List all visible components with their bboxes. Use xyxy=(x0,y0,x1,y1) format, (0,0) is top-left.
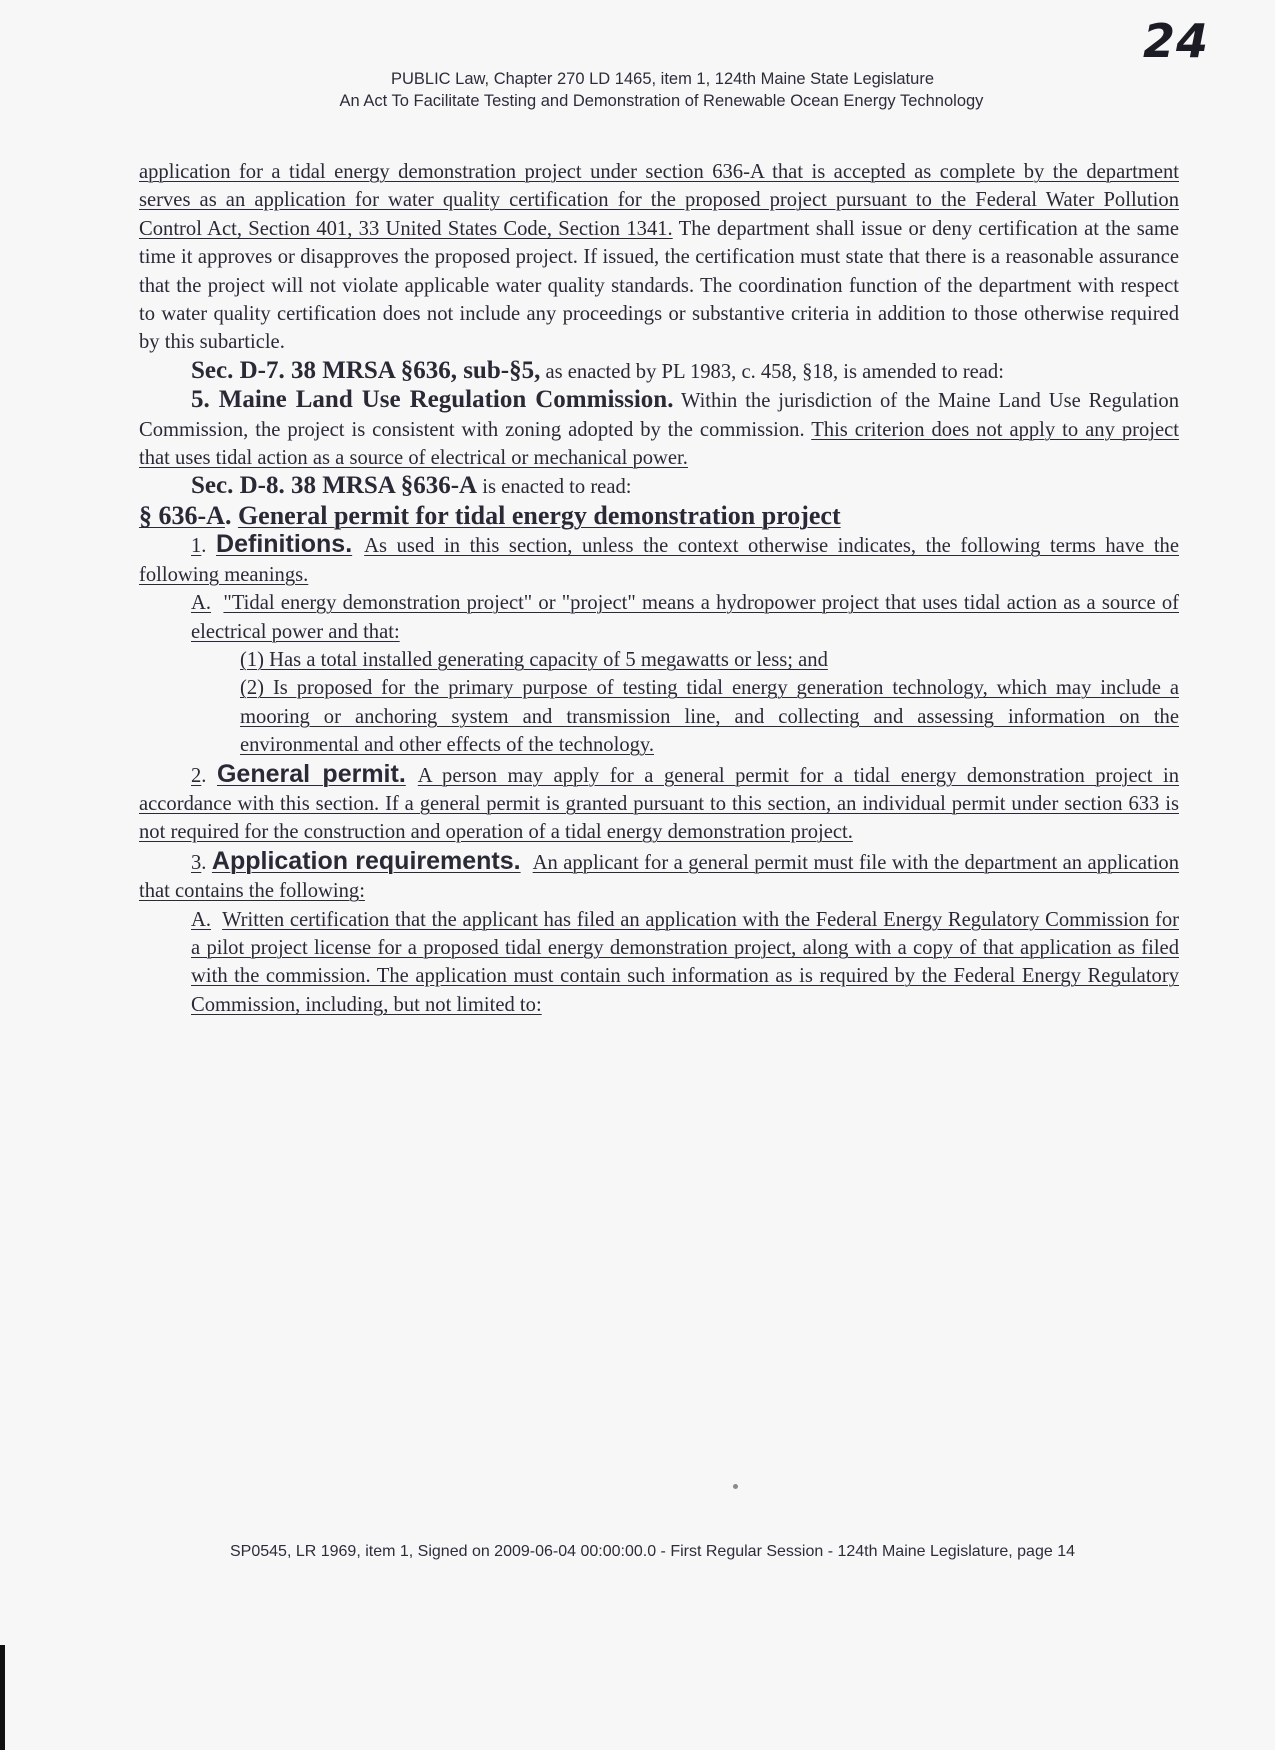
definitions-item-a-text: "Tidal energy demonstration project" or "project" means a hydropower project that uses tidal action as a source of electrical power and that: xyxy=(191,592,1179,643)
definitions-item-1-text: (1) Has a total installed generating capacity of 5 megawatts or less; and xyxy=(240,648,828,671)
sec-d8-text: is enacted to read: xyxy=(477,476,632,499)
document-footer: SP0545, LR 1969, item 1, Signed on 2009-06-04 00:00:00.0 - First Regular Session - 124th Maine Legislature, page 14 xyxy=(230,1543,1075,1560)
intro-underlined-text: application for a tidal energy demonstration project under section 636-A that is accepted as complete by the department serves as an application for water quality certification for the proposed project pursuant to the Federal Water Pollution Control Act, Section 401, 33 United States Code, Section 1341. xyxy=(139,161,1179,240)
section-636a-title: General permit for tidal energy demonstration project xyxy=(237,500,841,530)
scan-speck xyxy=(733,1484,738,1489)
application-item-a xyxy=(139,906,1179,1020)
sec-d8-paragraph xyxy=(139,472,1179,501)
general-permit-paragraph: 2. General permit. A person may apply for a general permit for a tidal energy demonstration project in accordance with this section. If a general permit is granted pursuant to this section, an individual permit under section 633 is not required for the construction and operation of a tidal energy demonstration project. xyxy=(139,759,1180,844)
application-number: 3 xyxy=(191,851,202,874)
definitions-item-2-text: (2) Is proposed for the primary purpose of testing tidal energy generation technology, which may include a mooring or anchoring system and transmission line, and collecting and assessing information on the environmental and other effects of the technology. xyxy=(240,677,1179,757)
definitions-number: 1 xyxy=(191,535,202,558)
land-use-paragraph xyxy=(139,386,1179,472)
application-item-a-text: Written certification that the applicant has filed an application with the Federal Energy Regulatory Commission for a pilot project license for a proposed tidal energy demonstration project, along with a copy of that application as filed with the commission. The application must contain such information as is required by the Federal Energy Regulatory Commission, including, but not limited to: xyxy=(191,908,1179,1016)
section-636a-number: § 636-A xyxy=(139,500,225,530)
handwritten-page-number: 24 xyxy=(1143,14,1210,68)
sec-d7-paragraph xyxy=(139,357,1179,386)
definitions-item-a-letter: A. xyxy=(191,592,212,615)
definitions-item-a xyxy=(139,589,1179,646)
header-act-title: An Act To Facilitate Testing and Demonstration of Renewable Ocean Energy Technology xyxy=(339,92,984,110)
general-permit-text: A person may apply for a general permit for a tidal energy demonstration project in accordance with this section. If a general permit is granted pursuant to this section, an individual permit under section 633 is not required for the construction and operation of a tidal energy demonstration project. xyxy=(139,764,1180,844)
sec-d7-text: as enacted by PL 1983, c. 458, §18, is amended to read: xyxy=(540,360,1004,383)
header-law-title: PUBLIC Law, Chapter 270 LD 1465, item 1, 124th Maine State Legislature xyxy=(391,70,934,88)
definitions-heading: Definitions. xyxy=(216,530,353,559)
application-item-a-letter: A. xyxy=(191,908,212,931)
sec-d8-heading: Sec. D-8. 38 MRSA §636-A xyxy=(191,472,478,500)
intro-paragraph xyxy=(139,158,1179,357)
land-use-underlined-text: This criterion does not apply to any project that uses tidal action as a source of electrical or mechanical power. xyxy=(139,418,1180,470)
definitions-item-1 xyxy=(139,646,1179,674)
land-use-heading: 5. Maine Land Use Regulation Commission. xyxy=(191,386,674,414)
document-body xyxy=(139,158,1179,1019)
definitions-text: As used in this section, unless the context otherwise indicates, the following terms have the following meanings. xyxy=(139,535,1179,586)
sec-d7-heading: Sec. D-7. 38 MRSA §636, sub-§5, xyxy=(191,356,541,384)
land-use-plain-text: Within the jurisdiction of the Maine Land Use Regulation Commission, the project is consistent with zoning adopted by the commission. xyxy=(139,390,1179,441)
definitions-paragraph: 1. Definitions. As used in this section, unless the context otherwise indicates, the following terms have the following meanings. xyxy=(139,530,1179,586)
general-permit-heading: General permit. xyxy=(216,759,406,788)
scan-edge-mark xyxy=(0,1645,5,1750)
general-permit-number: 2 xyxy=(191,764,202,787)
section-636a-heading: § 636-A. General permit for tidal energy demonstration project xyxy=(139,500,841,530)
definitions-item-2 xyxy=(139,674,1179,759)
application-text: An applicant for a general permit must file with the department an application that contains the following: xyxy=(139,851,1180,903)
intro-plain-text: The department shall issue or deny certification at the same time it approves or disapproves the proposed project. If issued, the certification must state that there is a reasonable assurance that the project will not violate applicable water quality standards. The coordination function of the department with respect to water quality certification does not include any proceedings or substantive criteria in addition to those otherwise required by this subarticle. xyxy=(139,217,1180,354)
application-heading: Application requirements. xyxy=(211,846,521,875)
application-paragraph: 3. Application requirements. An applicant for a general permit must file with the department an application that contains the following: xyxy=(139,846,1180,903)
document-header xyxy=(0,68,1275,112)
